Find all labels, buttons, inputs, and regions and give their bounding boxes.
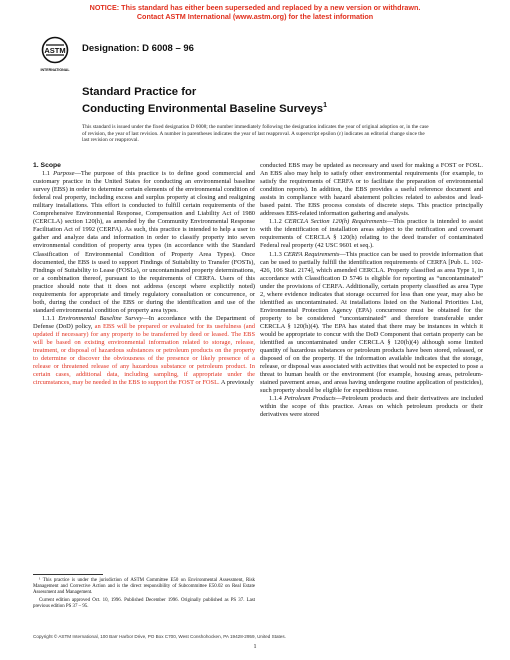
title-line-1: Standard Practice for bbox=[82, 86, 197, 98]
notice-line-2: Contact ASTM International (www.astm.org) for the latest information bbox=[136, 12, 374, 21]
footnote-edition: Current edition approved Oct. 10, 1996. Published December 1996. Originally published as PS 37. Last previous edition PS 37 – 95. bbox=[33, 598, 255, 609]
para-term: Purpose bbox=[53, 170, 75, 178]
title-line-2 bbox=[82, 99, 327, 116]
footnote-1: ¹ This practice is under the jurisdiction of ASTM Committee E50 on Environmental Assessment, Risk Management and Corrective Action and is the direct responsibility of Subcommittee E50.02 on Real Estate Assessment and Management. bbox=[33, 578, 255, 595]
para-number: 1.1.2 bbox=[269, 218, 285, 226]
title-main: Conducting Environmental Baseline Surveys bbox=[82, 102, 324, 115]
para-term: Environmental Baseline Survey bbox=[58, 314, 143, 322]
right-column bbox=[260, 162, 483, 420]
paragraph-continuation: conducted EBS may be updated as necessary and used for making a FOST or FOSL. An EBS also may help to satisfy other environmental requirements (for example, to satisfy the requirements of CERFA or to facilitate the preparation of environmental condition reports). In addition, the EBS provides a useful reference document and assists in compliance with hazard abatement policies related to asbestos and lead-based paint. The EBS process consists of discrete steps. This practice principally addresses EBS-related information gathering and analysis. bbox=[260, 162, 483, 218]
paragraph-1-1-3 bbox=[260, 251, 483, 396]
left-column bbox=[33, 162, 255, 387]
astm-logo-icon bbox=[40, 36, 70, 74]
para-text-tail: A previously bbox=[219, 379, 254, 387]
page-number: 1 bbox=[253, 644, 257, 650]
logo-subtext: INTERNATIONAL bbox=[40, 68, 70, 72]
document-title bbox=[82, 86, 327, 116]
paragraph-1-1-4 bbox=[260, 395, 483, 419]
para-number: 1.1.4 bbox=[269, 395, 285, 403]
para-text: —This practice can be used to provide information that can be used to partially fulfill the identification requirements of CERFA [Pub. L. 102-426, 106 Stat. 2174], which amended CERCLA. Property classified as area Type 1, in accordance with Classification D 5746 is eligible for reporting as “uncontaminated” under the provisions of CERFA. Additionally, certain property classified as area Type 2, where evidence indicates that storage occurred for less than one year, may also be identified as uncontaminated. At installations listed on the National Priorities List, Environmental Protection Agency (EPA) concurrence must be obtained for the property to be considered “uncontaminated” and therefore transferable under CERCLA § 120(h)(4). The EPA has stated that there may be instances in which it would be appropriate to concur with the DoD Component that certain property can be identified as uncontaminated under CERCLA § 120(h)(4) although some limited quantity of hazardous substances or petroleum products have been stored, released, or disposed of on the property. If the information available indicates that the storage, release, or disposal was associated with activities that would not be expected to pose a threat to human health or the environment (for example, housing areas, petroleum-stained pavement areas, and areas having undergone routine application of pesticides), such property should be eligible for expeditious reuse. bbox=[260, 250, 483, 395]
logo-text: ASTM bbox=[44, 46, 66, 55]
para-text: —Petroleum products and their derivatives are included within the scope of this practice. Areas on which petroleum products or their derivatives were stored bbox=[260, 395, 483, 419]
footnote-divider bbox=[33, 574, 103, 575]
para-term: CERFA Requirements bbox=[283, 250, 340, 258]
para-number: 1.1 bbox=[42, 170, 54, 178]
title-footnote-mark[interactable]: 1 bbox=[323, 102, 327, 109]
copyright-line: Copyright © ASTM International, 100 Barr Harbor Drive, PO Box C700, West Conshohocken, PA 19428-2959, United States. bbox=[33, 634, 286, 639]
paragraph-1-1-1 bbox=[33, 315, 255, 387]
para-number: 1.1.1 bbox=[42, 314, 59, 322]
paragraph-1-1 bbox=[33, 170, 255, 315]
paragraph-1-1-2 bbox=[260, 218, 483, 250]
issuance-statement: This standard is issued under the fixed designation D 6008; the number immediately following the designation indicates the year of original adoption or, in the case of revision, the year of last revision. A number in parentheses indicates the year of last reapproval. A superscript epsilon (ε) indicates an editorial change since the last revision or reapproval. bbox=[82, 124, 429, 144]
designation: Designation: D 6008 – 96 bbox=[82, 43, 194, 54]
footnotes bbox=[33, 578, 255, 612]
highlighted-change-text: an EBS will be prepared or evaluated for its usefulness (and updated if necessary) for any property to be transferred by deed or leased. The EBS will be based on existing environmental information related to storage, release, treatment, or disposal of hazardous substances or petroleum products on the property to determine or discover the obviousness of the presence or likely presence of a release or threatened release of any hazardous substance or petroleum product. In certain cases, additional data, including sampling, if appropriate under the circumstances, may be needed in the EBS to support the FOST or FOSL. bbox=[33, 322, 255, 387]
para-term: CERCLA Section 120(h) Requirements bbox=[284, 218, 387, 226]
para-text: —In accordance with the Department of Defense (DoD) policy, bbox=[33, 314, 255, 330]
para-text: —The purpose of this practice is to define good commercial and customary practice in the United States for conducting an environmental baseline survey (EBS) in order to determine certain elements of the environmental condition of federal real property, including excess and surplus property at closing and realigning military installations. This effort is conducted to fulfill certain requirements of the Comprehensive Environmental Response, Compensation and Liability Act of 1980 (CERCLA) section 120(h), as amended by the Community Environmental Response Facilitation Act of 1992 (CERFA). As such, this practice is intended to help a user to gather and analyze data and information in order to classify property into seven environmental condition of property area types (in accordance with the Standard Classification of Environmental Condition of Property Area Types). Once documented, the EBS is used to support Findings of Suitability to Transfer (FOSTs), Findings of Suitability to Lease (FOSLs), or uncontaminated property determinations, or a combination thereof, pursuant to the requirements of CERFA. Users of this practice should note that it does not address (except where explicitly noted) requirements for appropriate and timely regulatory consultation or concurrence, or both, during the conduct of the EBS or during the identification and use of the standard environmental condition of property area types. bbox=[33, 170, 255, 314]
notice-line-1: NOTICE: This standard has either been superseded and replaced by a new version or withdrawn. bbox=[89, 3, 421, 12]
withdrawn-notice bbox=[0, 3, 510, 21]
para-term: Petroleum Products bbox=[284, 395, 336, 403]
section-heading-scope: 1. Scope bbox=[33, 162, 61, 169]
para-number: 1.1.3 bbox=[269, 250, 284, 258]
para-text: —This practice is intended to assist with the identification of installation areas subject to the notification and covenant requirements of CERCLA § 120(h) relating to the deed transfer of contaminated Federal real property (42 USC 9601 et seq.). bbox=[260, 218, 483, 250]
